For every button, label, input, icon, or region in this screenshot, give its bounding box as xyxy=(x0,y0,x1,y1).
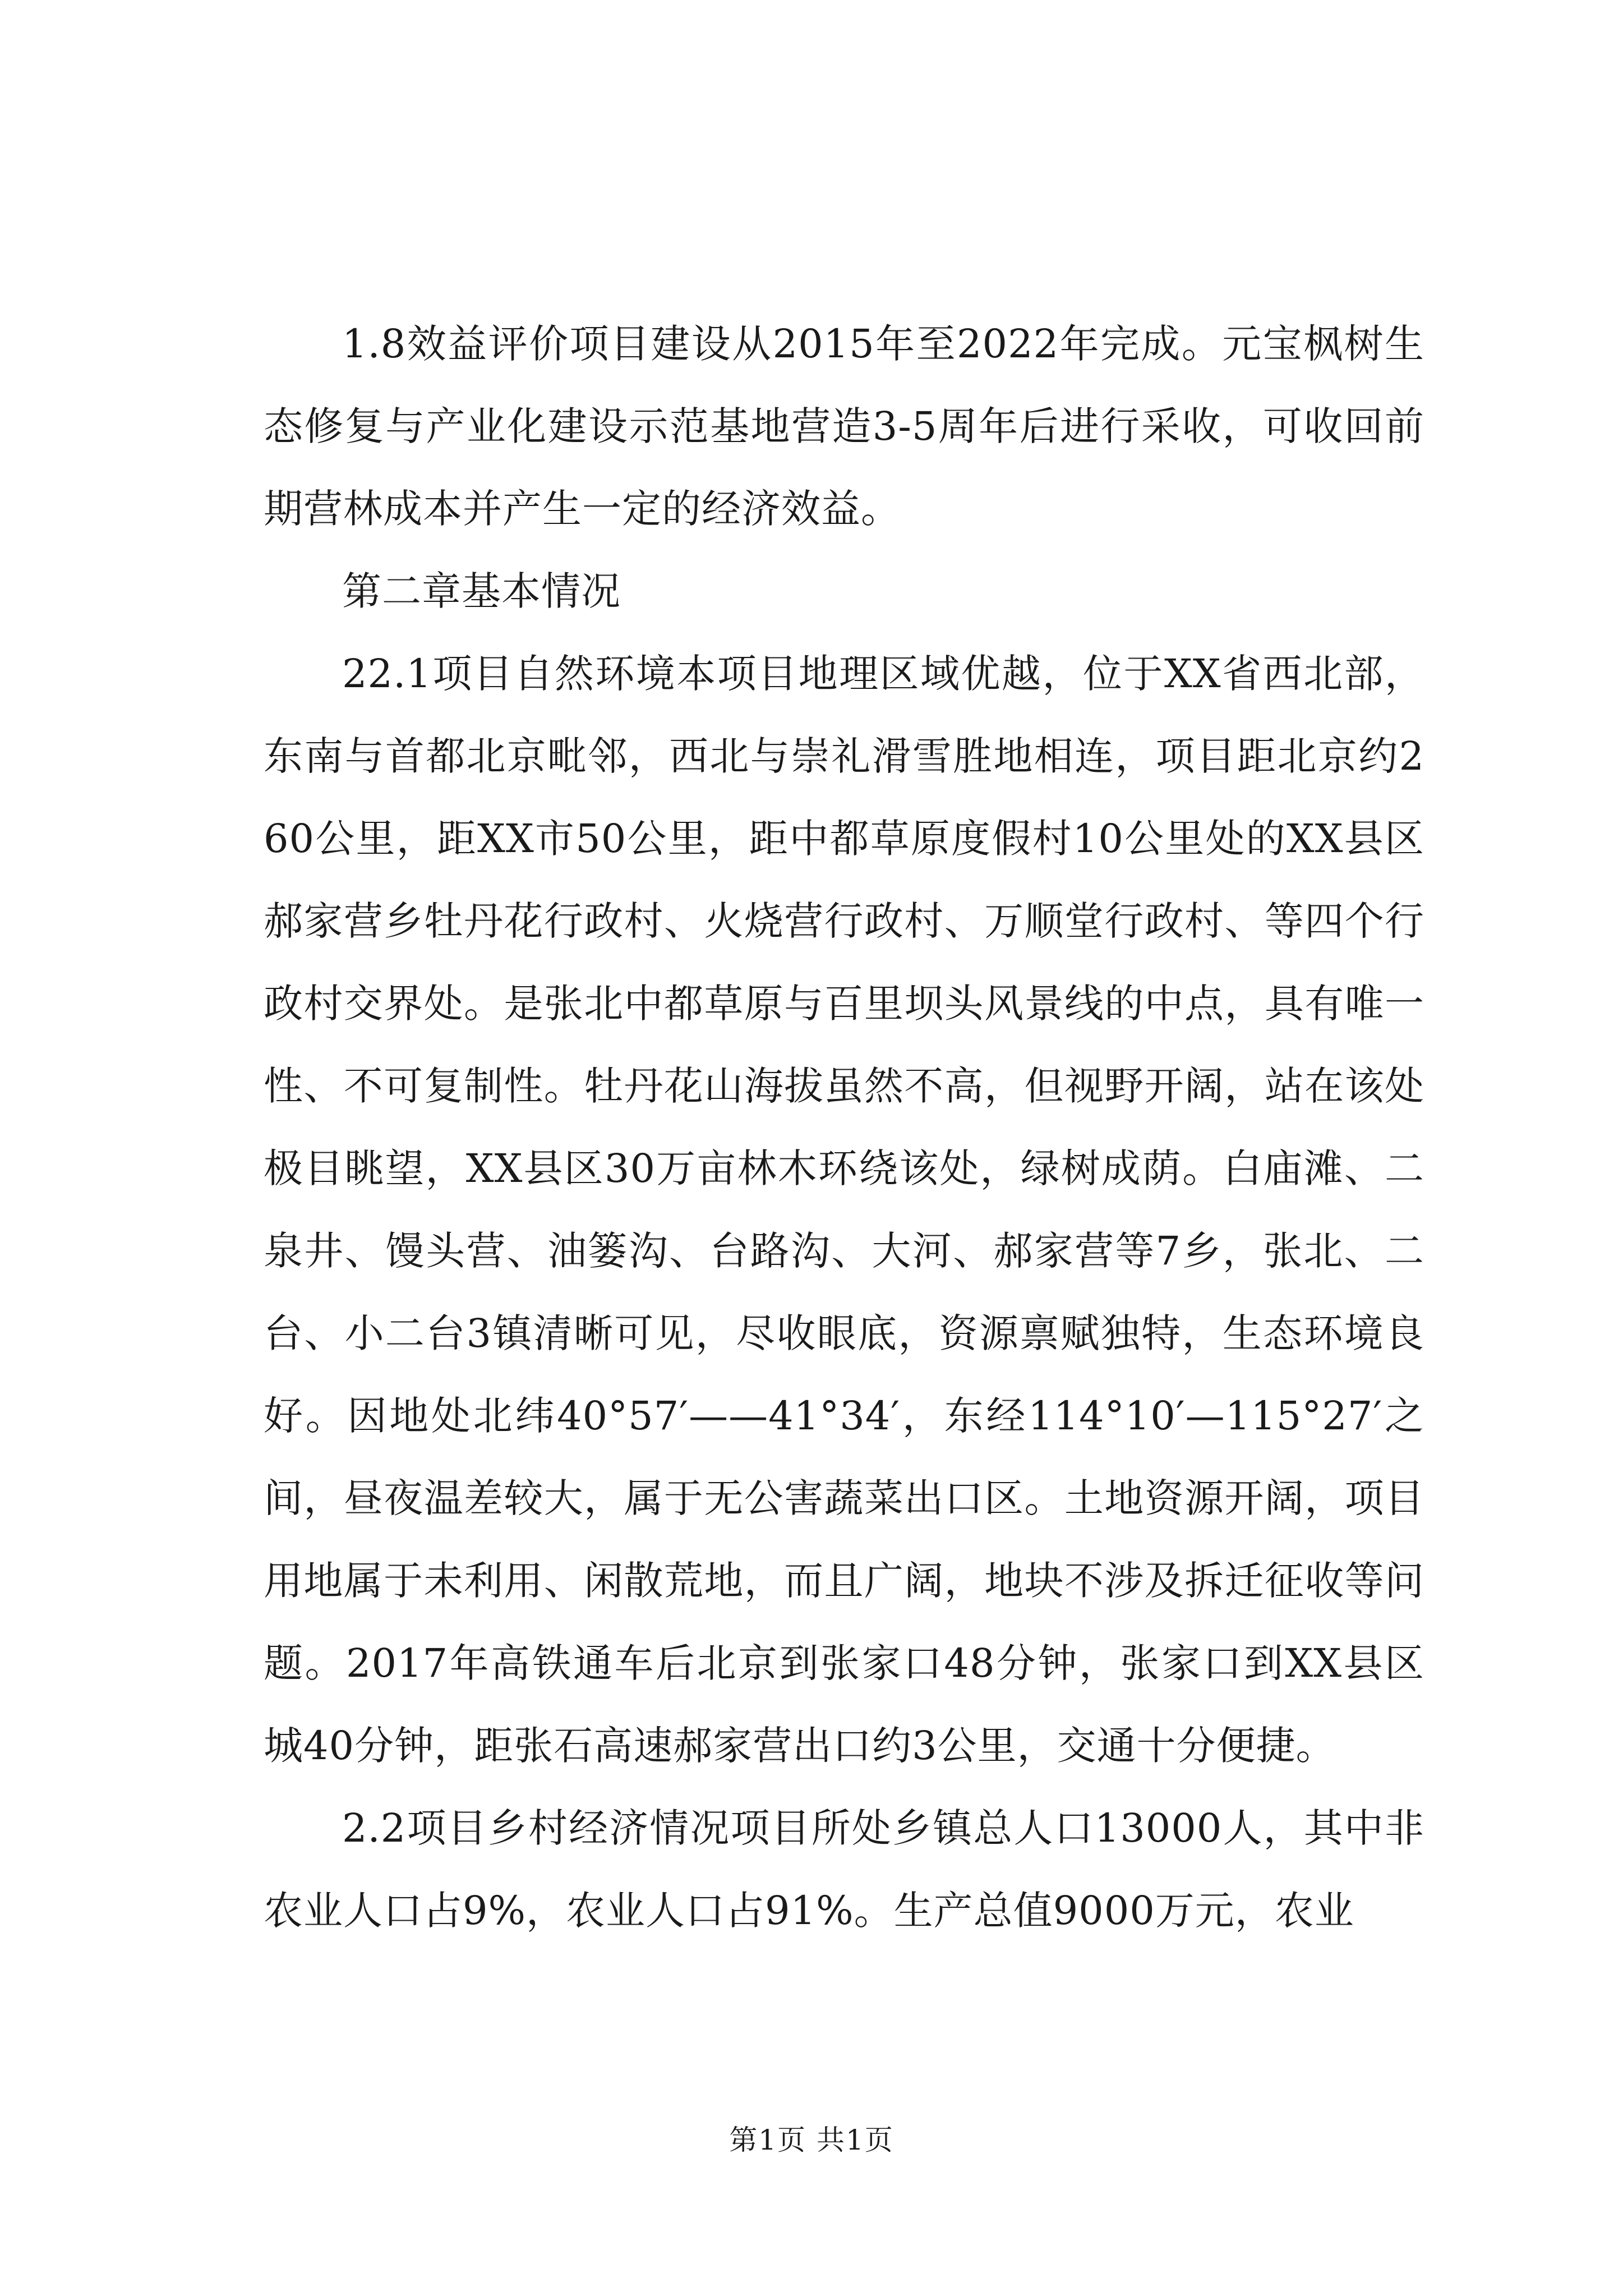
document-body xyxy=(264,303,1424,1952)
paragraph-rural-economy: 2.2项目乡村经济情况项目所处乡镇总人口13000人，其中非农业人口占9%，农业人口占91%。生产总值9000万元，农业 xyxy=(264,1805,1424,1934)
chapter-heading: 第二章基本情况 xyxy=(342,568,621,614)
page-number-footer: 第1页 共1页 xyxy=(729,2124,894,2156)
paragraph-benefit-evaluation: 1.8效益评价项目建设从2015年至2022年完成。元宝枫树生态修复与产业化建设示范基地营造3-5周年后进行采收，可收回前期营林成本并产生一定的经济效益。 xyxy=(264,321,1424,532)
paragraph-natural-environment: 22.1项目自然环境本项目地理区域优越，位于XX省西北部，东南与首都北京毗邻，西北与崇礼滑雪胜地相连，项目距北京约260公里，距XX市50公里，距中都草原度假村10公里处的XX县区郝家营乡牡丹花行政村、火烧营行政村、万顺堂行政村、等四个行政村交界处。是张北中都草原与百里坝头风景线的中点，具有唯一性、不可复制性。牡丹花山海拔虽然不高，但视野开阔，站在该处极目眺望，XX县区30万亩林木环绕该处，绿树成荫。白庙滩、二泉井、馒头营、油篓沟、台路沟、大河、郝家营等7乡，张北、二台、小二台3镇清晰可见，尽收眼底，资源禀赋独特，生态环境良好。因地处北纬40°57′——41°34′，东经114°10′—115°27′之间，昼夜温差较大，属于无公害蔬菜出口区。土地资源开阔，项目用地属于未利用、闲散荒地，而且广阔，地块不涉及拆迁征收等问题。2017年高铁通车后北京到张家口48分钟，张家口到XX县区城40分钟，距张石高速郝家营出口约3公里，交通十分便捷。 xyxy=(264,651,1424,1769)
